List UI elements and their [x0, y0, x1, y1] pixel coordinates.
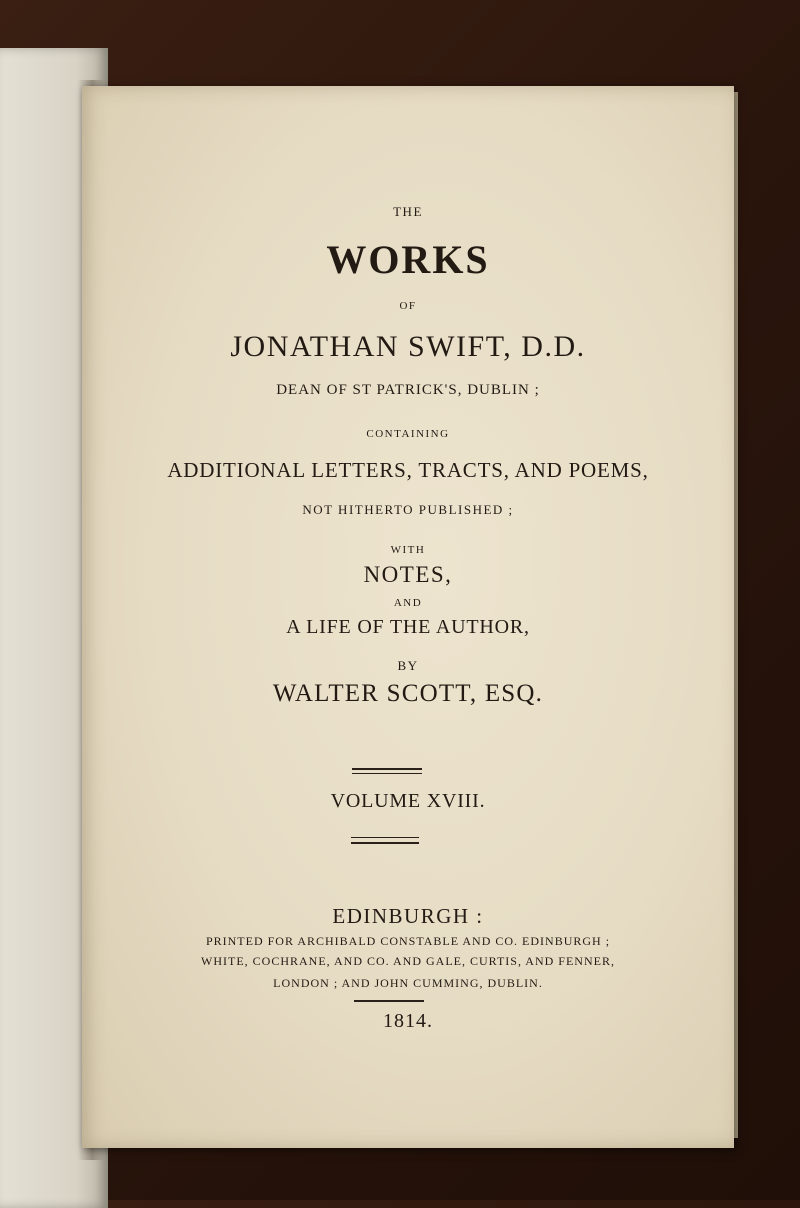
imprint-city: EDINBURGH :: [332, 904, 484, 928]
author-title: DEAN OF ST PATRICK'S, DUBLIN ;: [276, 382, 540, 398]
double-rule-top-a: [352, 768, 422, 770]
with-label: WITH: [390, 544, 426, 556]
contents-description: ADDITIONAL LETTERS, TRACTS, AND POEMS,: [167, 458, 649, 482]
imprint-line-3: LONDON ; AND JOHN CUMMING, DUBLIN.: [273, 976, 543, 990]
not-hitherto-published: NOT HITHERTO PUBLISHED ;: [302, 502, 514, 517]
double-rule-top-b: [352, 773, 422, 774]
title-page: [82, 86, 734, 1148]
editor-name: WALTER SCOTT, ESQ.: [272, 680, 544, 707]
title-works: WORKS: [326, 237, 490, 282]
and-label: AND: [393, 597, 423, 609]
year-rule: [354, 1000, 424, 1002]
notes-label: NOTES,: [363, 562, 453, 587]
title-the: THE: [393, 204, 423, 219]
imprint-line-1: PRINTED FOR ARCHIBALD CONSTABLE AND CO. EDINBURGH ;: [205, 934, 611, 948]
double-rule-bottom-a: [351, 837, 419, 838]
title-of: OF: [399, 300, 417, 312]
by-label: BY: [397, 658, 419, 673]
volume-number: VOLUME XVIII.: [330, 790, 486, 812]
publication-year: 1814.: [383, 1010, 433, 1032]
imprint-line-2: WHITE, COCHRANE, AND CO. AND GALE, CURTIS, AND FENNER,: [201, 954, 615, 968]
double-rule-bottom-b: [351, 842, 419, 844]
author-name: JONATHAN SWIFT, D.D.: [230, 330, 586, 363]
containing-label: CONTAINING: [366, 428, 450, 440]
life-of-author: A LIFE OF THE AUTHOR,: [286, 616, 530, 638]
